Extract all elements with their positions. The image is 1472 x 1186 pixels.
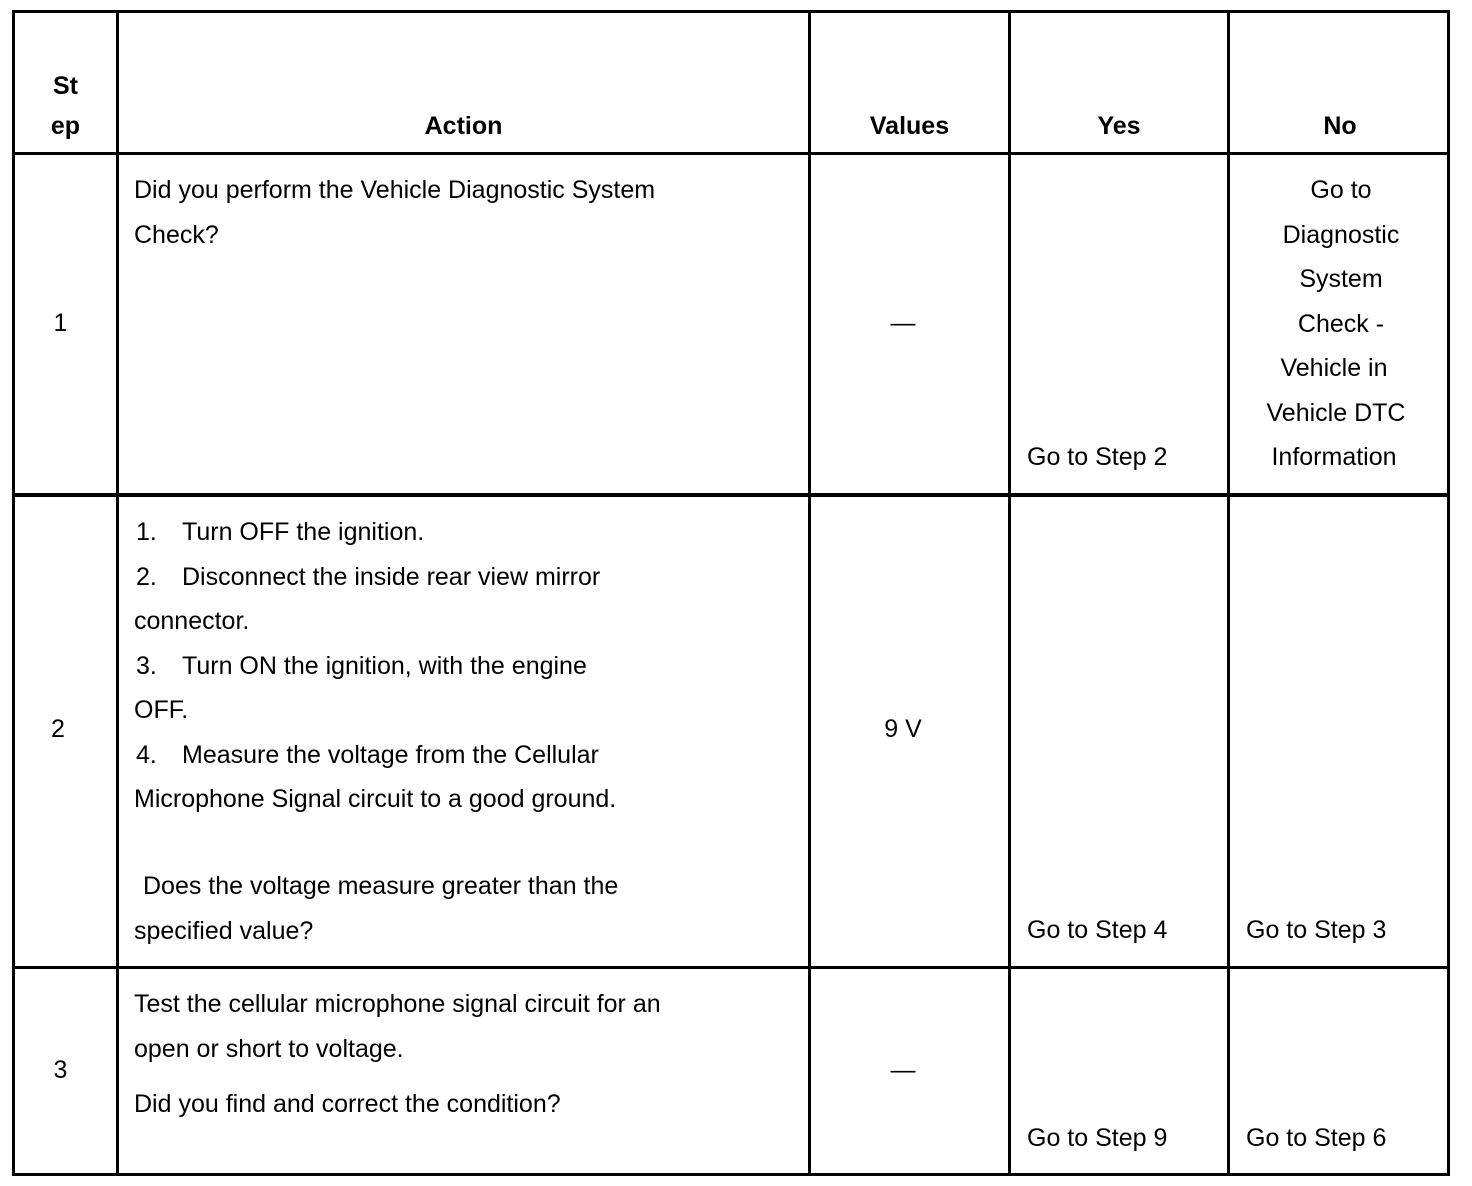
no-line: Information <box>1271 443 1397 471</box>
instruction-text: Disconnect the inside rear view mirror <box>182 562 601 591</box>
instruction-item <box>134 644 616 689</box>
value-text: — <box>890 1056 916 1084</box>
header-no: No <box>1323 112 1357 140</box>
step-number: 1 <box>53 309 68 337</box>
column-divider <box>116 13 119 1173</box>
action-question <box>134 864 618 953</box>
header-yes: Yes <box>1097 112 1141 140</box>
action-text <box>134 168 655 257</box>
no-line: System <box>1299 265 1383 293</box>
step-number: 3 <box>53 1056 68 1084</box>
action-instructions <box>134 510 616 822</box>
instruction-continuation: connector. <box>134 607 250 635</box>
instruction-text: Measure the voltage from the Cellular <box>182 740 599 769</box>
header-step-line1: St <box>53 72 78 100</box>
step-number: 2 <box>51 715 65 743</box>
action-line: open or short to voltage. <box>134 1034 404 1063</box>
action-text <box>134 982 661 1071</box>
diagnostic-table <box>12 10 1450 1176</box>
yes-text: Go to Step 2 <box>1027 443 1168 471</box>
value-text: 9 V <box>884 715 922 743</box>
instruction-text: Turn ON the ignition, with the engine <box>182 651 587 680</box>
instruction-continuation: Microphone Signal circuit to a good ground. <box>134 785 617 813</box>
row-divider <box>15 152 1447 155</box>
no-line: Diagnostic <box>1282 220 1400 249</box>
no-line: Vehicle in <box>1280 354 1388 382</box>
question-line: Does the voltage measure greater than the <box>143 872 619 900</box>
yes-text: Go to Step 4 <box>1027 916 1168 944</box>
action-line: Test the cellular microphone signal circuit for an <box>134 990 661 1018</box>
column-divider <box>808 13 811 1173</box>
instruction-item <box>134 510 616 555</box>
no-text: Go to Step 3 <box>1246 916 1387 944</box>
header-step <box>15 66 116 146</box>
no-line: Check - <box>1297 309 1385 338</box>
header-action: Action <box>424 112 503 140</box>
instruction-item <box>134 733 616 778</box>
column-divider <box>1008 13 1011 1173</box>
header-step-line2: ep <box>50 112 81 140</box>
no-text <box>1230 168 1450 480</box>
action-line: Check? <box>134 220 219 249</box>
instruction-number: 4. <box>136 740 157 769</box>
instruction-item <box>134 555 616 600</box>
value-text: — <box>890 309 916 337</box>
yes-text: Go to Step 9 <box>1027 1124 1168 1152</box>
header-values: Values <box>869 112 950 140</box>
instruction-number: 1. <box>136 518 157 546</box>
instruction-text: Turn OFF the ignition. <box>182 518 425 546</box>
instruction-number: 3. <box>136 651 157 680</box>
action-line: Did you perform the Vehicle Diagnostic System <box>134 176 656 204</box>
no-text: Go to Step 6 <box>1246 1124 1387 1152</box>
row-divider <box>15 966 1447 969</box>
question-line: specified value? <box>134 916 314 945</box>
action-question: Did you find and correct the condition? <box>134 1090 561 1118</box>
no-line: Go to <box>1310 176 1372 204</box>
no-line: Vehicle DTC <box>1266 398 1406 427</box>
instruction-number: 2. <box>136 562 157 591</box>
instruction-continuation: OFF. <box>134 696 189 724</box>
row-divider <box>15 493 1447 497</box>
